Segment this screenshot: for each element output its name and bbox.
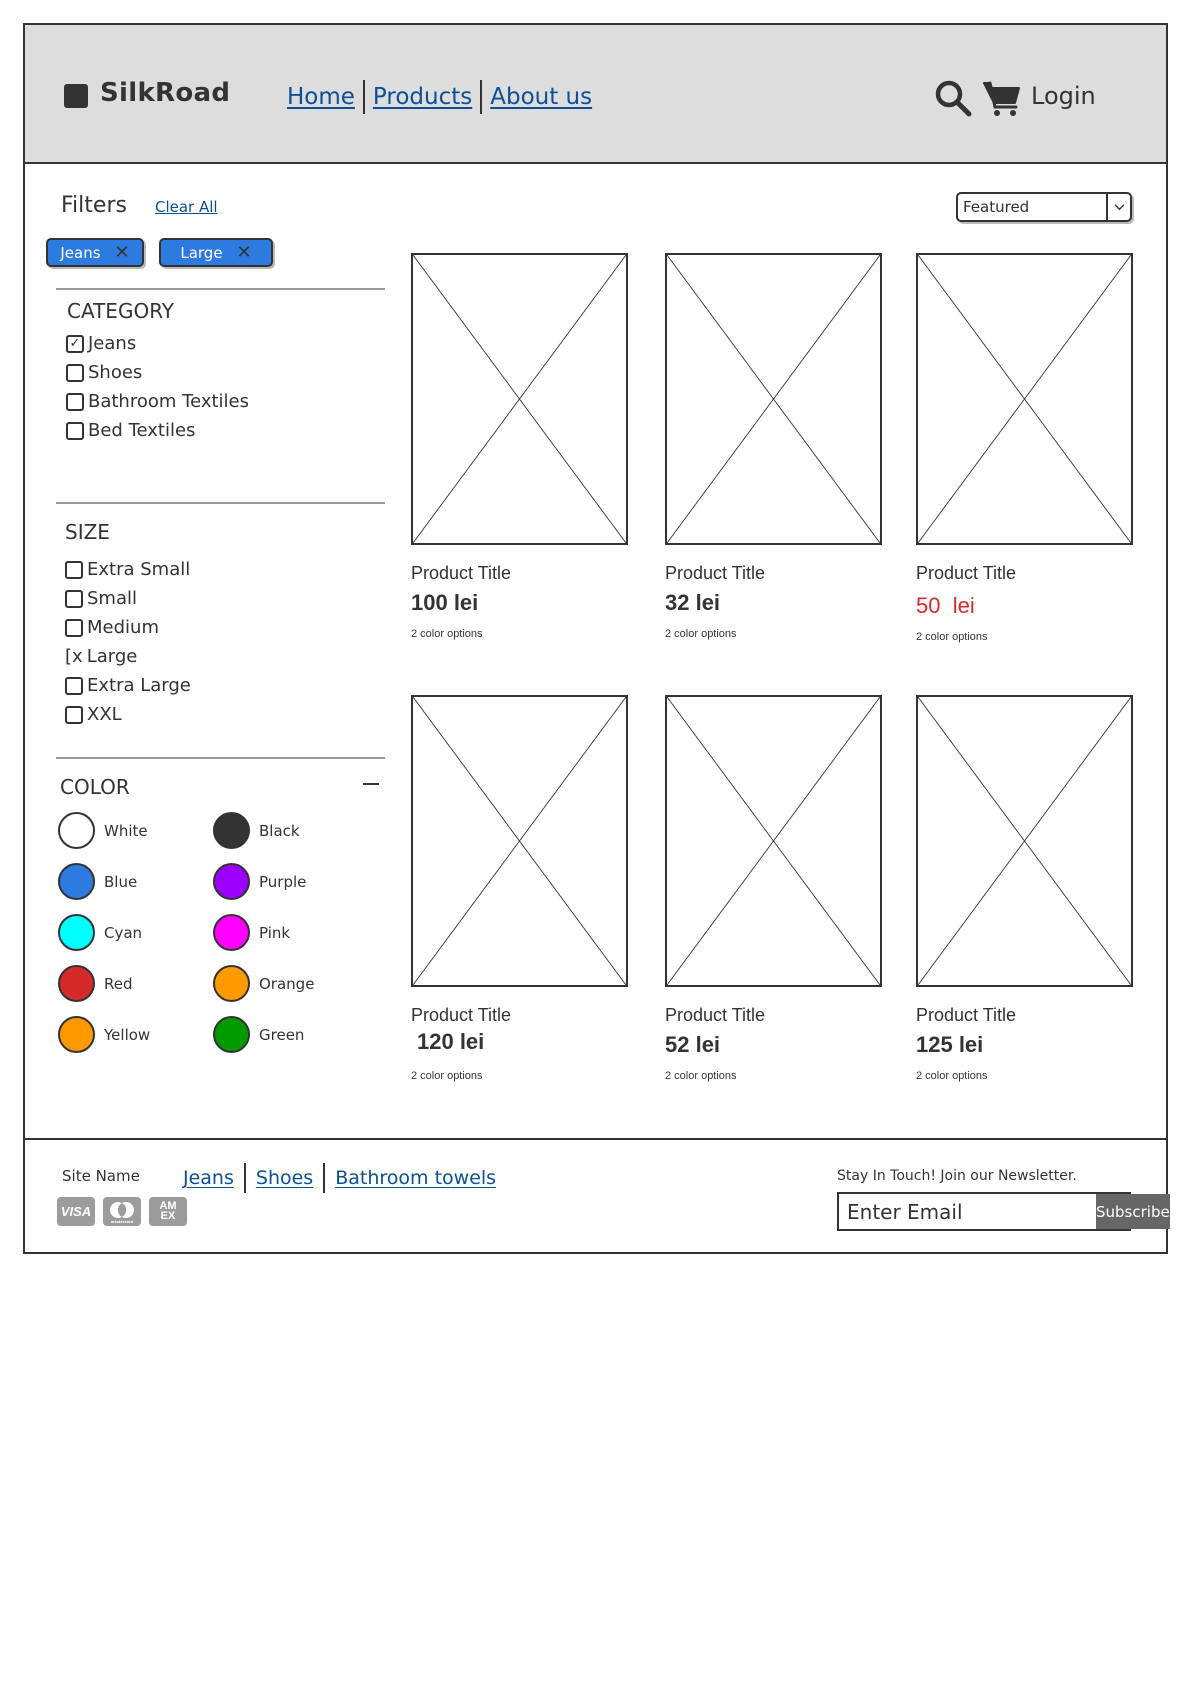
color-purple[interactable]: [213, 863, 358, 900]
cart-icon[interactable]: [982, 78, 1022, 118]
amex-icon: AM EX: [149, 1197, 187, 1226]
swatch[interactable]: [213, 863, 250, 900]
checkbox-label: Jeans: [88, 333, 137, 354]
newsletter-form: [837, 1192, 1170, 1231]
color-white[interactable]: [58, 812, 213, 849]
close-icon[interactable]: ✕: [236, 241, 252, 263]
svg-text:mastercard: mastercard: [110, 1220, 134, 1224]
size-medium[interactable]: [65, 613, 191, 642]
clear-all-link[interactable]: Clear All: [155, 198, 218, 216]
category-bathroom-textiles[interactable]: [66, 387, 249, 416]
image-placeholder-icon[interactable]: [411, 695, 628, 987]
close-icon[interactable]: ✕: [114, 241, 130, 263]
image-placeholder-icon[interactable]: [665, 253, 882, 545]
visa-icon: VISA: [57, 1197, 95, 1226]
color-label: Blue: [104, 872, 138, 891]
divider: [56, 502, 385, 504]
checkbox-label: Extra Small: [87, 559, 191, 580]
main-nav: [287, 80, 600, 114]
color-blue[interactable]: [58, 863, 213, 900]
product-card[interactable]: [665, 695, 895, 1082]
logo-icon: [64, 84, 88, 108]
color-yellow[interactable]: [58, 1016, 213, 1053]
color-black[interactable]: [213, 812, 358, 849]
swatch[interactable]: [213, 812, 250, 849]
product-color-options: 2 color options: [916, 631, 988, 643]
checkbox-label: Small: [87, 588, 137, 609]
chevron-down-icon[interactable]: [1106, 194, 1130, 220]
swatch[interactable]: [58, 965, 95, 1002]
footer-link-jeans[interactable]: Jeans: [183, 1167, 234, 1189]
category-bed-textiles[interactable]: [66, 416, 249, 445]
color-grid: [58, 812, 358, 1053]
footer-site-name: Site Name: [62, 1167, 140, 1185]
divider: [56, 288, 385, 290]
checkbox-label: Extra Large: [87, 675, 191, 696]
product-color-options: 2 color options: [916, 1070, 988, 1082]
product-card[interactable]: [411, 253, 641, 640]
product-color-options: 2 color options: [411, 628, 483, 640]
checkbox-label: Bed Textiles: [88, 420, 196, 441]
newsletter-label: Stay In Touch! Join our Newsletter.: [837, 1168, 1077, 1184]
image-placeholder-icon[interactable]: [916, 695, 1133, 987]
swatch[interactable]: [58, 914, 95, 951]
category-list: [66, 329, 249, 445]
checkbox-label: XXL: [87, 704, 122, 725]
category-title: CATEGORY: [67, 299, 175, 323]
footer-divider: [23, 1138, 1168, 1140]
swatch[interactable]: [213, 1016, 250, 1053]
checkbox[interactable]: [65, 619, 83, 637]
divider: [56, 757, 385, 759]
nav-products[interactable]: Products: [372, 84, 473, 110]
checkbox-checked[interactable]: ✓: [66, 335, 84, 353]
minus-icon[interactable]: [363, 783, 379, 785]
size-small[interactable]: [65, 584, 191, 613]
color-label: Orange: [259, 974, 315, 993]
size-extra-large[interactable]: [65, 671, 191, 700]
swatch[interactable]: [213, 965, 250, 1002]
checkbox[interactable]: [65, 706, 83, 724]
swatch[interactable]: [58, 1016, 95, 1053]
product-title[interactable]: Product Title: [916, 1005, 1017, 1025]
mastercard-icon: [103, 1197, 141, 1226]
footer-link-shoes[interactable]: Shoes: [255, 1167, 314, 1189]
color-title: COLOR: [60, 775, 130, 799]
product-price: 100 lei: [411, 590, 479, 615]
sort-dropdown[interactable]: [956, 192, 1132, 222]
swatch[interactable]: [58, 812, 95, 849]
color-label: Pink: [259, 923, 291, 942]
product-card[interactable]: [665, 253, 895, 640]
category-shoes[interactable]: [66, 358, 249, 387]
color-cyan[interactable]: [58, 914, 213, 951]
product-card[interactable]: [411, 695, 641, 1082]
product-card[interactable]: [916, 253, 1146, 643]
product-title[interactable]: Product Title: [665, 563, 766, 583]
checkbox[interactable]: [65, 561, 83, 579]
active-filter-chip-large[interactable]: [159, 238, 273, 267]
category-jeans[interactable]: [66, 329, 249, 358]
checkbox-raw-marker[interactable]: [x: [65, 646, 83, 667]
footer-nav: [183, 1163, 506, 1193]
product-title[interactable]: Product Title: [411, 1005, 512, 1025]
chip-label: Jeans: [60, 243, 101, 262]
search-icon[interactable]: [933, 78, 973, 118]
checkbox[interactable]: [65, 677, 83, 695]
size-xxl[interactable]: [65, 700, 191, 729]
color-orange[interactable]: [213, 965, 358, 1002]
product-card[interactable]: [916, 695, 1146, 1082]
nav-about-us[interactable]: About us: [490, 84, 593, 110]
checkbox-label: Shoes: [88, 362, 143, 383]
product-title[interactable]: Product Title: [411, 563, 512, 583]
color-pink[interactable]: [213, 914, 358, 951]
product-sale-price: 50 lei: [916, 593, 975, 618]
sort-selected: Featured: [963, 198, 1030, 216]
checkbox[interactable]: [66, 364, 84, 382]
product-price: 52 lei: [665, 1032, 721, 1057]
swatch[interactable]: [58, 863, 95, 900]
checkbox-label: Bathroom Textiles: [88, 391, 249, 412]
size-title: SIZE: [65, 520, 110, 544]
color-label: Green: [259, 1025, 305, 1044]
filters-title: Filters: [61, 193, 127, 218]
color-red[interactable]: [58, 965, 213, 1002]
product-title[interactable]: Product Title: [665, 1005, 766, 1025]
color-green[interactable]: [213, 1016, 358, 1053]
checkbox-label: Large: [86, 646, 138, 667]
swatch[interactable]: [213, 914, 250, 951]
product-price: 125 lei: [916, 1032, 984, 1057]
login-link[interactable]: Login: [1031, 82, 1096, 110]
subscribe-button[interactable]: Subscribe: [1096, 1194, 1170, 1229]
image-placeholder-icon[interactable]: [411, 253, 628, 545]
checkbox[interactable]: [66, 393, 84, 411]
checkbox-label: Medium: [87, 617, 159, 638]
color-label: Cyan: [104, 923, 143, 942]
nav-home[interactable]: Home: [287, 84, 355, 110]
product-color-options: 2 color options: [665, 1070, 737, 1082]
color-label: Red: [104, 974, 133, 993]
size-list: [65, 555, 191, 729]
color-label: White: [104, 821, 148, 840]
checkbox[interactable]: [65, 590, 83, 608]
color-label: Purple: [259, 872, 307, 891]
size-extra-small[interactable]: [65, 555, 191, 584]
product-title[interactable]: Product Title: [916, 563, 1017, 583]
image-placeholder-icon[interactable]: [665, 695, 882, 987]
size-large[interactable]: [65, 642, 191, 671]
footer-link-bathroom-towels[interactable]: Bathroom towels: [335, 1167, 497, 1189]
product-color-options: 2 color options: [665, 628, 737, 640]
color-label: Black: [259, 821, 300, 840]
color-label: Yellow: [104, 1025, 151, 1044]
product-price: 120 lei: [417, 1029, 485, 1054]
brand-name[interactable]: SilkRoad: [100, 78, 231, 108]
active-filter-chip-jeans[interactable]: [46, 238, 144, 267]
product-price: 32 lei: [665, 590, 721, 615]
product-color-options: 2 color options: [411, 1070, 483, 1082]
email-input[interactable]: [839, 1194, 1096, 1229]
image-placeholder-icon[interactable]: [916, 253, 1133, 545]
checkbox[interactable]: [66, 422, 84, 440]
chip-label: Large: [180, 243, 223, 262]
